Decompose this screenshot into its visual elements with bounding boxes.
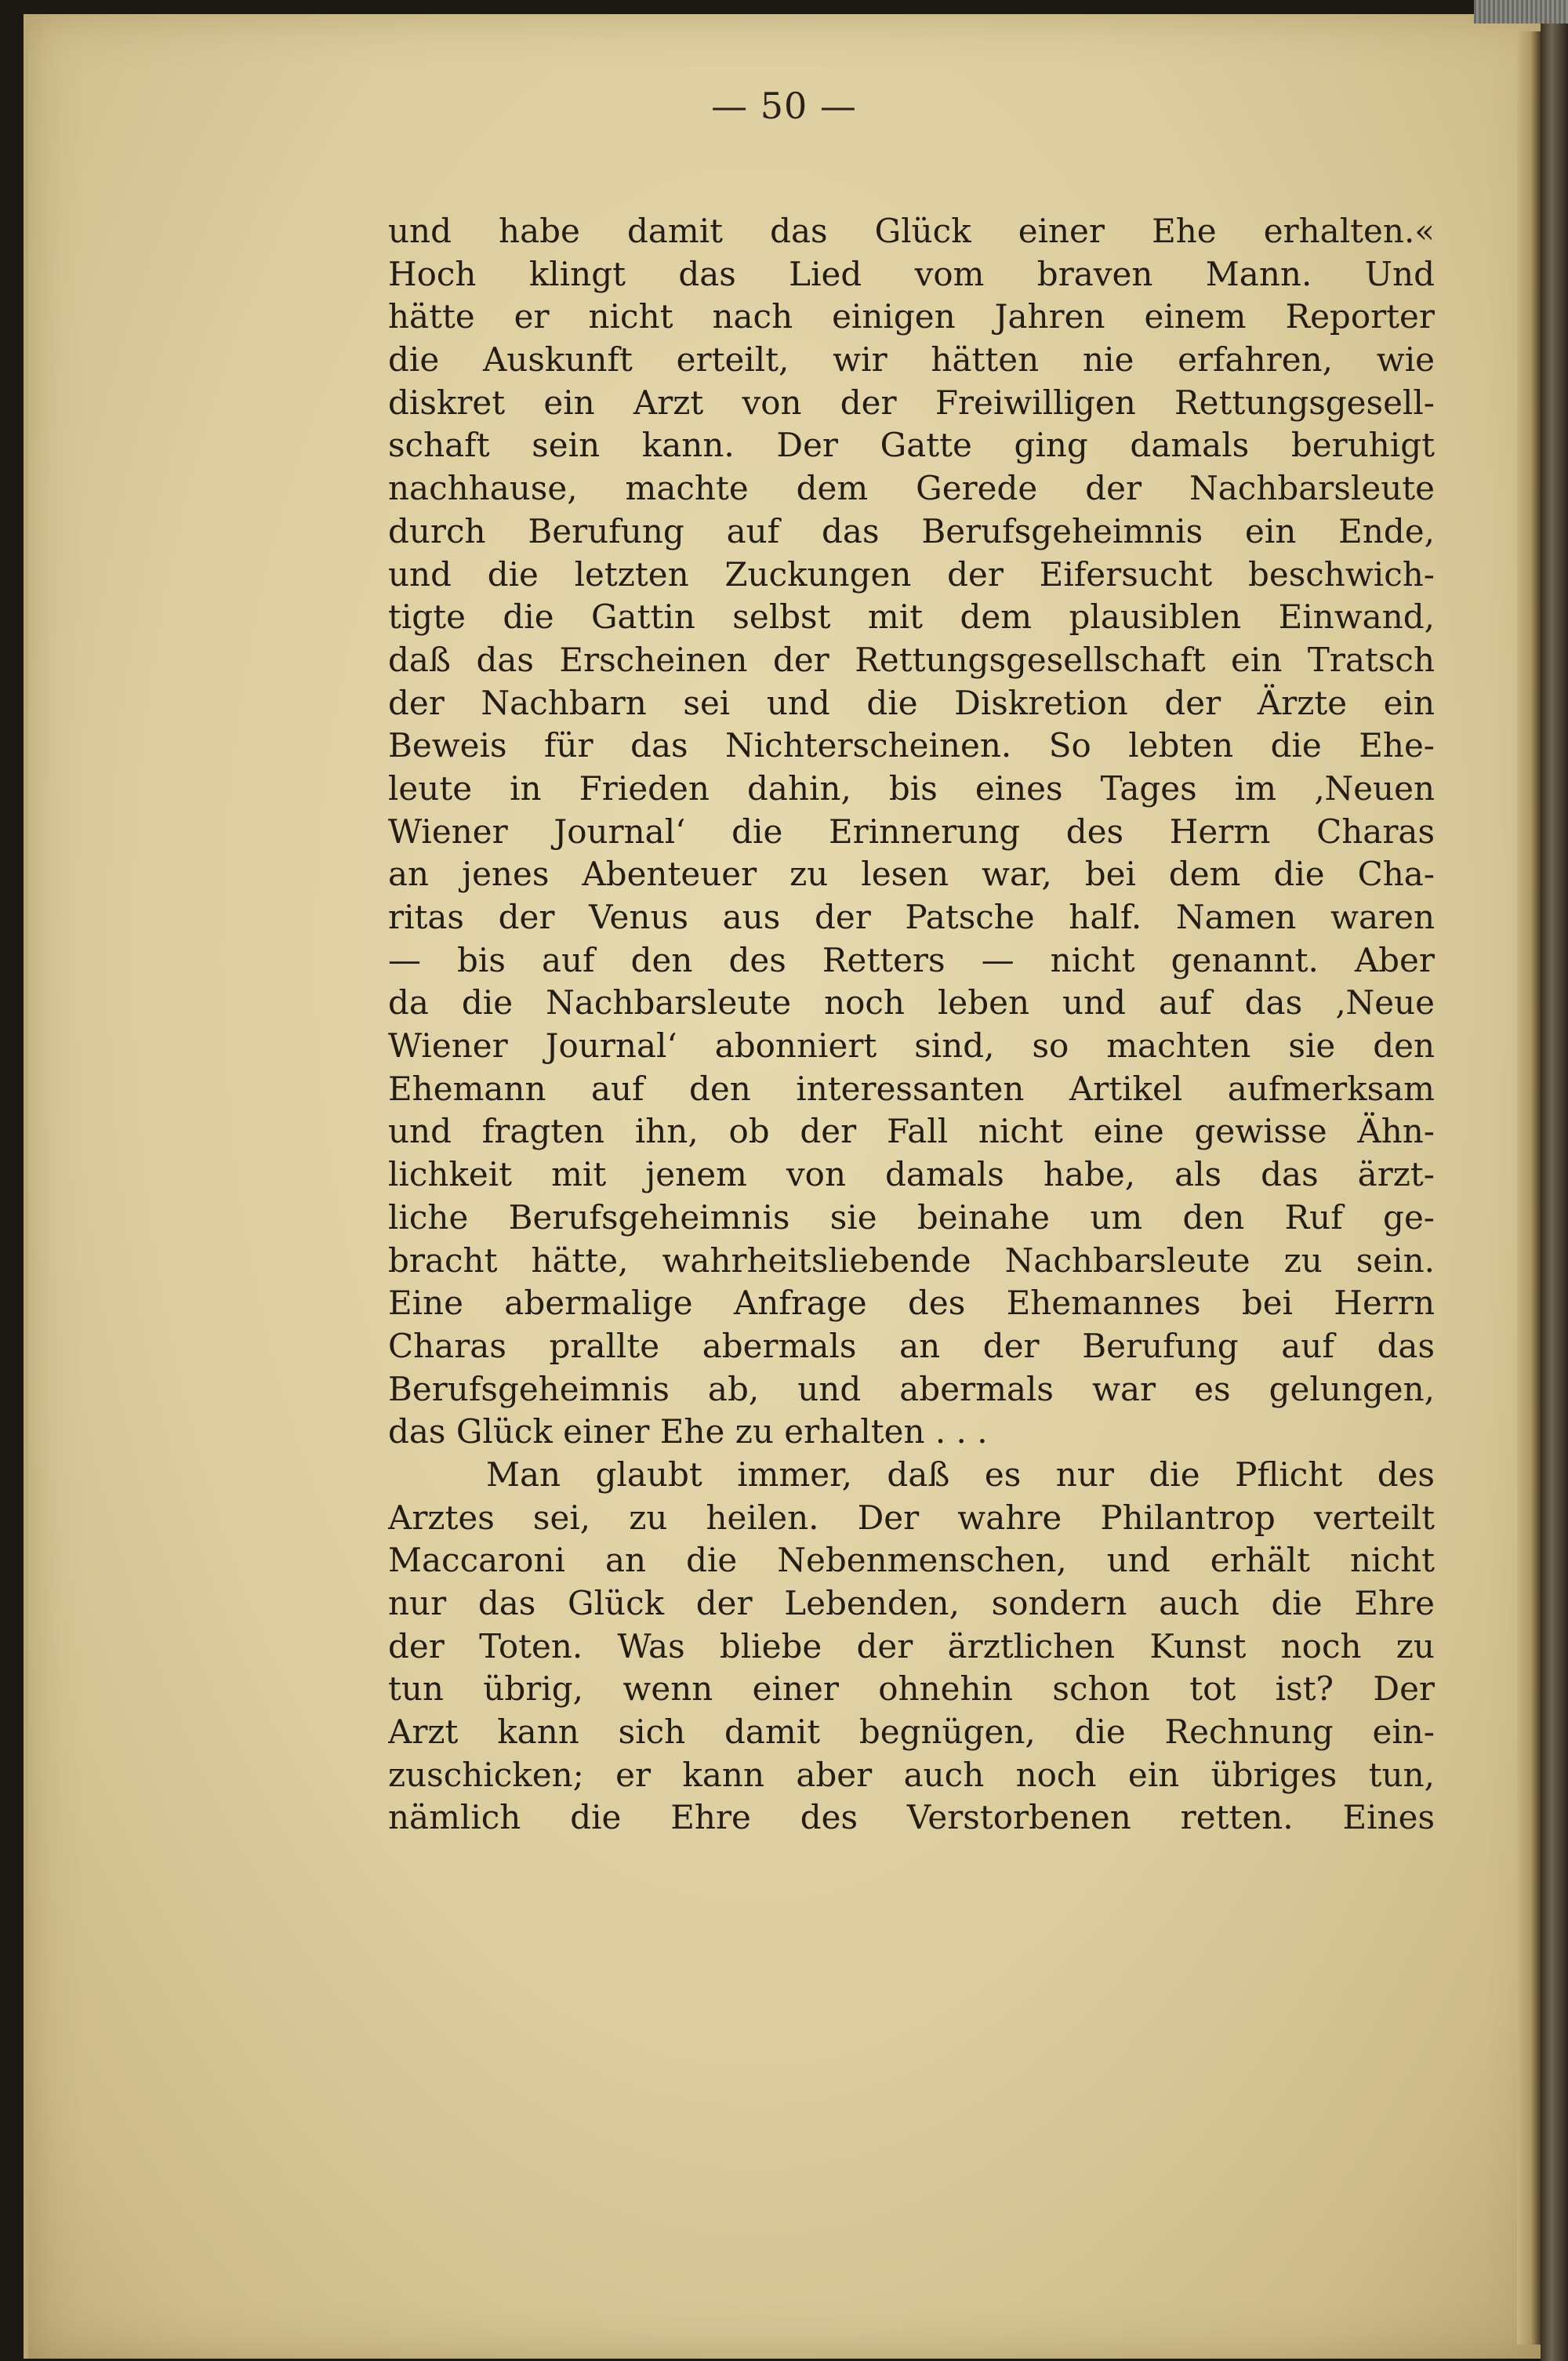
page-edge — [1517, 31, 1541, 2345]
text-line: das Glück einer Ehe zu erhalten . . . — [388, 1412, 988, 1451]
binding-strip — [1541, 0, 1568, 2361]
text-line: tun übrig, wenn einer ohnehin schon tot ist? Der — [388, 1669, 1435, 1709]
text-line: nur das Glück der Lebenden, sondern auch die Ehre — [388, 1584, 1435, 1622]
text-line: diskret ein Arzt von der Freiwilligen Rettungsgesell- — [388, 383, 1435, 422]
text-line: Hoch klingt das Lied vom braven Mann. Und — [388, 254, 1435, 293]
text-line: Arzt kann sich damit begnügen, die Rechnung ein- — [388, 1713, 1435, 1752]
text-line: und habe damit das Glück einer Ehe erhalten.« — [388, 212, 1435, 250]
text-line: der Toten. Was bliebe der ärztlichen Kunst noch zu — [388, 1626, 1435, 1665]
text-line: Charas prallte abermals an der Berufung auf das — [388, 1326, 1435, 1365]
text-line: und die letzten Zuckungen der Eifersucht beschwich- — [388, 554, 1435, 594]
text-line: an jenes Abenteuer zu lesen war, bei dem die Cha- — [388, 855, 1435, 894]
text-line: Wiener Journal‘ abonniert sind, so machten sie den — [388, 1026, 1435, 1066]
text-line: Arztes sei, zu heilen. Der wahre Philantrop verteilt — [388, 1498, 1435, 1537]
text-line: Maccaroni an die Nebenmenschen, und erhält nicht — [388, 1541, 1435, 1580]
text-line: nämlich die Ehre des Verstorbenen retten. Eines — [388, 1798, 1435, 1837]
text-line: durch Berufung auf das Berufsgeheimnis ein Ende, — [388, 511, 1435, 550]
text-line: bracht hätte, wahrheitsliebende Nachbarsleute zu sein. — [388, 1240, 1435, 1280]
text-line: leute in Frieden dahin, bis eines Tages im ‚Neuen — [388, 768, 1435, 808]
text-line: der Nachbarn sei und die Diskretion der Ärzte ein — [388, 683, 1435, 722]
text-line: und fragten ihn, ob der Fall nicht eine gewisse Ähn- — [388, 1112, 1435, 1151]
text-line: — bis auf den des Retters — nicht genannt. Aber — [388, 940, 1435, 979]
body-text — [388, 210, 1435, 1840]
text-line: Man glaubt immer, daß es nur die Pflicht des — [486, 1455, 1435, 1494]
paragraph-1 — [388, 210, 1435, 1454]
text-line: nachhause, machte dem Gerede der Nachbarsleute — [388, 469, 1435, 508]
text-line: hätte er nicht nach einigen Jahren einem Reporter — [388, 297, 1435, 336]
page-number: — 50 — — [711, 85, 857, 127]
text-line: ritas der Venus aus der Patsche half. Namen waren — [388, 898, 1435, 936]
text-line: Wiener Journal‘ die Erinnerung des Herrn Charas — [388, 812, 1435, 851]
text-line: da die Nachbarsleute noch leben und auf das ‚Neue — [388, 983, 1435, 1022]
text-line: lichkeit mit jenem von damals habe, als das ärzt- — [388, 1155, 1435, 1194]
text-line: die Auskunft erteilt, wir hätten nie erfahren, wie — [388, 340, 1435, 380]
text-line: Eine abermalige Anfrage des Ehemannes bei Herrn — [388, 1284, 1435, 1323]
text-line: liche Berufsgeheimnis sie beinahe um den Ruf ge- — [388, 1197, 1435, 1237]
binding-cloth-corner — [1474, 0, 1568, 24]
text-line: daß das Erscheinen der Rettungsgesellschaft ein Tratsch — [388, 640, 1435, 679]
text-line: Berufsgeheimnis ab, und abermals war es gelungen, — [388, 1369, 1435, 1408]
paragraph-2 — [388, 1454, 1435, 1840]
text-line: Beweis für das Nichterscheinen. So lebten die Ehe- — [388, 726, 1435, 765]
text-line: schaft sein kann. Der Gatte ging damals beruhigt — [388, 426, 1435, 465]
text-line: zuschicken; er kann aber auch noch ein übriges tun, — [388, 1755, 1435, 1794]
text-line: Ehemann auf den interessanten Artikel aufmerksam — [388, 1069, 1435, 1108]
text-line: tigte die Gattin selbst mit dem plausiblen Einwand, — [388, 598, 1435, 637]
